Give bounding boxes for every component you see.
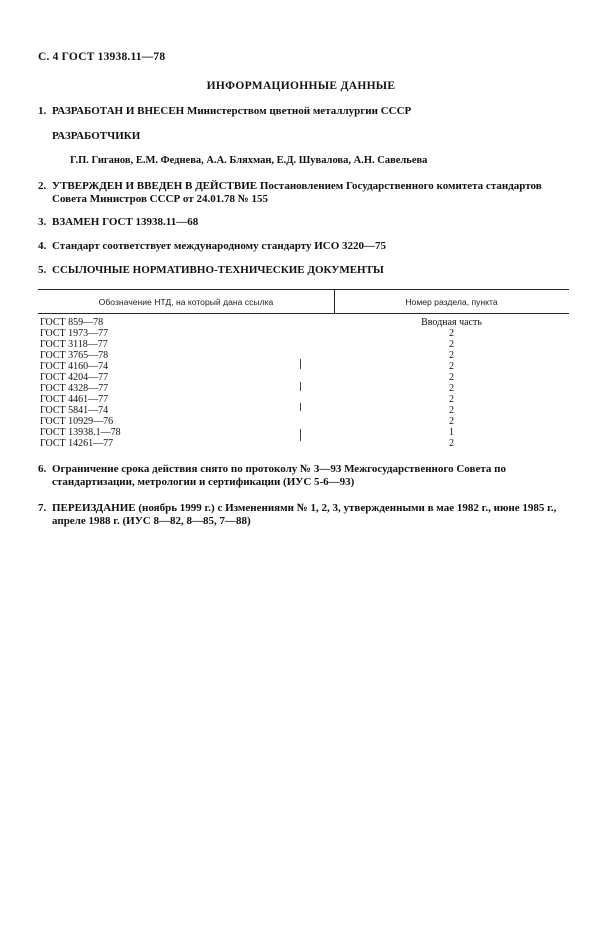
table-header-designation: Обозначение НТД, на который дана ссылка [98,297,274,307]
section-number: 1 [449,427,454,438]
ntd-designation: ГОСТ 10929—76 [40,416,114,427]
ntd-designation: ГОСТ 4160—74 [40,361,109,372]
item-number: 1. [38,105,47,117]
item-text: УТВЕРЖДЕН И ВВЕДЕН В ДЕЙСТВИЕ Постановлением Государственного комитета стандартов Совета Министров СССР от 24.01.78 № 155 [52,180,542,205]
section-number: 2 [449,372,454,383]
table-row [38,361,569,372]
table-row [38,350,569,361]
ntd-designation: ГОСТ 859—78 [40,317,104,328]
table-row [38,438,569,449]
ntd-designation: ГОСТ 5841—74 [40,405,109,416]
ntd-designation: ГОСТ 13938.1—78 [40,427,121,438]
table-row [38,383,569,394]
table-row [38,317,569,328]
table-row [38,339,569,350]
section-number: 2 [449,383,454,394]
ntd-designation: ГОСТ 3118—77 [40,339,108,350]
item-text: ВЗАМЕН ГОСТ 13938.11—68 [52,216,199,228]
section-number: 2 [449,350,454,361]
table-row [38,328,569,339]
section-number: 2 [449,328,454,339]
section-number: 2 [449,416,454,427]
item-number: 4. [38,240,47,252]
ntd-designation: ГОСТ 3765—78 [40,350,109,361]
developers-label: РАЗРАБОТЧИКИ [52,130,141,142]
section-number: 2 [449,361,454,372]
table-header-section: Номер раздела, пункта [405,297,498,307]
item-number: 7. [38,502,47,514]
item-number: 5. [38,264,47,276]
ntd-designation: ГОСТ 4204—77 [40,372,109,383]
table-body [38,317,569,449]
item-text: ССЫЛОЧНЫЕ НОРМАТИВНО-ТЕХНИЧЕСКИЕ ДОКУМЕНТЫ [52,264,384,276]
item-text: РАЗРАБОТАН И ВНЕСЕН Министерством цветной металлургии СССР [52,105,412,117]
section-number: Вводная часть [421,317,482,328]
table-row [38,427,569,438]
page-header: С. 4 ГОСТ 13938.11—78 [38,51,166,63]
table-row [38,405,569,416]
ntd-designation: ГОСТ 4328—77 [40,383,109,394]
item-number: 3. [38,216,47,228]
table-rule-header [38,313,569,314]
ntd-designation: ГОСТ 4461—77 [40,394,109,405]
table-row [38,372,569,383]
section-number: 2 [449,394,454,405]
section-number: 2 [449,405,454,416]
references-table [38,289,569,449]
table-row [38,416,569,427]
item-number: 2. [38,180,47,192]
item-text: Ограничение срока действия снято по протоколу № 3—93 Межгосударственного Совета по стандартизации, метрологии и сертификации (ИУС 5-6—93) [52,463,506,488]
table-rule-top [38,289,569,290]
item-text: Стандарт соответствует международному стандарту ИСО 3220—75 [52,240,387,252]
developers-names: Г.П. Гиганов, Е.М. Феднева, А.А. Бляхман, Е.Д. Шувалова, А.Н. Савельева [70,155,428,166]
document-title: ИНФОРМАЦИОННЫЕ ДАННЫЕ [206,80,396,92]
section-number: 2 [449,438,454,449]
item-text: ПЕРЕИЗДАНИЕ (ноябрь 1999 г.) с Изменениями № 1, 2, 3, утвержденными в мае 1982 г., июне 1985 г., апреле 1988 г. (ИУС 8—82, 8—85, 7—88) [52,502,557,527]
table-row [38,394,569,405]
section-number: 2 [449,339,454,350]
item-number: 6. [38,463,47,475]
ntd-designation: ГОСТ 14261—77 [40,438,114,449]
ntd-designation: ГОСТ 1973—77 [40,328,109,339]
